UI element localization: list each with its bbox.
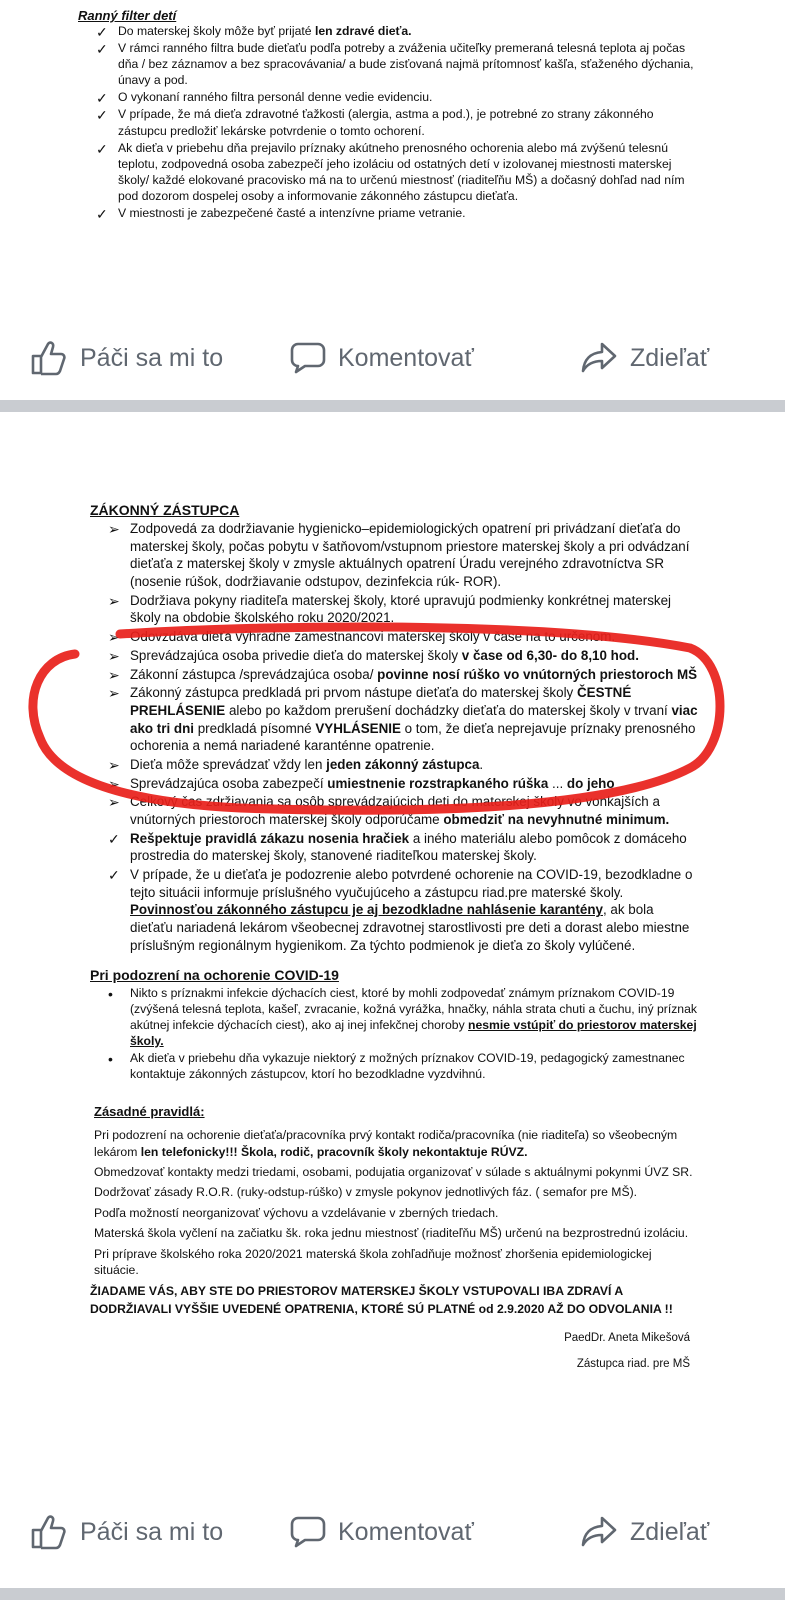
list-item-text: Rešpektuje pravidlá zákazu nosenia hračiek a iného materiálu alebo pomôcok z domáceho prostredia do materskej školy, stanovené riaditeľkou materskej školy.	[130, 830, 687, 864]
list-item-text: Ak dieťa v priebehu dňa vykazuje niektorý z možných príznakov COVID-19, pedagogický zamestnanec kontaktuje zákonných zástupcov, ktorí ho bezodkladne vyzdvihnú.	[130, 1050, 685, 1081]
list-item-text: V rámci ranného filtra bude dieťaťu podľa potreby a zváženia učiteľky premeraná telesná teplota aj počas dňa / bez záznamov a bez spracovávania/ a bude zisťovaná najmä prítomnosť kašľa, sťaženého dýchania, únavy a pod.	[118, 41, 694, 88]
list-item-text: Sprevádzajúca osoba privedie dieťa do materskej školy v čase od 6,30- do 8,10 hod.	[130, 647, 639, 663]
list-item-text: Ak dieťa v priebehu dňa prejavilo príznaky akútneho prenosného ochorenia alebo má zvýšenú telesnú teplotu, zodpovedná osoba zabezpečí jeho izoláciu od ostatných detí v izolovanej miestnosti materskej školy/ každé elokované pracovisko má na to určenú miestnosť (riaditeľňu MŠ) a dočasný dohľad nad ním pod dozorom dospelej osoby a informovanie zákonného zástupcu dieťaťa.	[118, 140, 685, 203]
bullet-icon: ✓	[96, 41, 108, 58]
rules-list	[90, 1127, 698, 1279]
post2-action-bar	[0, 1490, 785, 1574]
post1-list	[78, 23, 698, 221]
list-item-text: O vykonaní ranného filtra personál denne vedie evidenciu.	[118, 90, 433, 105]
list-item	[90, 793, 698, 828]
list-item	[78, 40, 698, 88]
bullet-icon: •	[108, 1050, 113, 1067]
post1-document-image	[0, 0, 785, 312]
bullet-icon: •	[108, 985, 113, 1002]
rule-paragraph: Pri príprave školského roka 2020/2021 materská škola zohľadňuje možnosť zhoršenia epidemiologickej situácie.	[94, 1246, 652, 1278]
bullet-icon: ➢	[108, 794, 120, 811]
rule-paragraph: Materská škola vyčlení na začiatku šk. roka jednu miestnosť (riaditeľňu MŠ) určenú na bezprostrednú izoláciu.	[94, 1226, 689, 1241]
comment-bubble-icon	[290, 341, 326, 375]
rule-paragraph: Podľa možností neorganizovať výchovu a vzdelávanie v zberných triedach.	[94, 1205, 499, 1220]
like-label: Páči sa mi to	[80, 343, 224, 372]
rule-paragraph: Obmedzovať kontakty medzi triedami, osobami, podujatia organizovať v súlade s aktuálnymi pokynmi ÚVZ SR.	[94, 1165, 693, 1179]
covid-list	[90, 985, 698, 1083]
list-item	[90, 684, 698, 755]
post1-action-bar	[0, 316, 785, 400]
list-item	[78, 106, 698, 138]
like-button-2[interactable]	[30, 1490, 223, 1574]
list-item	[90, 866, 698, 954]
post-separator	[0, 400, 785, 412]
list-item-text: Dodržiava pokyny riaditeľa materskej školy, ktoré upravujú podmienky konkrétnej materskej školy na obdobie školského roku 2020/2021.	[130, 592, 672, 626]
post2-document-image	[0, 418, 785, 1488]
signature-name: PaedDr. Aneta Mikešová	[564, 1332, 690, 1345]
rule-paragraph: Pri podozrení na ochorenie dieťaťa/pracovníka prvý kontakt rodiča/pracovníka (nie riaditeľa) so všeobecným lekárom len telefonicky!!! Škola, rodič, pracovník školy nekontaktuje RÚVZ.	[94, 1128, 678, 1159]
list-item-text: Zákonní zástupca /sprevádzajúca osoba/ povinne nosí rúško vo vnútorných priestoroch MŠ	[130, 666, 698, 682]
thumbs-up-icon	[30, 339, 68, 377]
bullet-icon: ✓	[96, 206, 108, 223]
bullet-icon: ✓	[108, 867, 120, 884]
list-item	[90, 756, 698, 774]
list-item	[78, 140, 698, 204]
share-button[interactable]	[580, 316, 709, 400]
list-item	[90, 520, 698, 591]
comment-label: Komentovať	[338, 343, 474, 372]
comment-button-2[interactable]	[290, 1490, 474, 1574]
list-item	[90, 666, 698, 684]
list-item-text: Zodpovedá za dodržiavanie hygienicko–epidemiologických opatrení pri privádzaní dieťaťa do materskej školy, počas pobytu v šatňovom/vstupnom priestore materskej školy a pri odvádzaní dieťaťa z materskej školy v zmysle aktuálnych opatrení Úradu verejného zdravotníctva SR (nosenie rúšok, dodržiavanie odstupov, dezinfekcia rúk- ROR).	[130, 521, 690, 590]
bullet-icon: ✓	[96, 90, 108, 107]
comment-button[interactable]	[290, 316, 474, 400]
bullet-icon: ✓	[96, 24, 108, 40]
list-item-text: Celkový čas zdržiavania sa osôb sprevádzajúcich deti do materskej školy vo vonkajších a vnútorných priestoroch materskej školy odporúčame obmedziť na nevyhnutné minimum.	[130, 794, 670, 827]
like-label: Páči sa mi to	[80, 1517, 224, 1546]
list-item-text: Dieťa môže sprevádzať vždy len jeden zákonný zástupca.	[130, 756, 484, 772]
list-item-text: Sprevádzajúca osoba zabezpečí umiestnenie rozstrapkaného rúška ... do jeho	[130, 775, 615, 791]
bullet-icon: ✓	[96, 140, 108, 157]
bullet-icon: ➢	[108, 521, 120, 537]
bullet-icon: ✓	[108, 830, 120, 847]
thumbs-up-icon	[30, 1513, 68, 1551]
post2-list	[90, 520, 698, 955]
bottom-separator	[0, 1588, 785, 1600]
post2-section	[90, 502, 698, 1370]
like-button[interactable]	[30, 316, 223, 400]
post1-section	[78, 8, 698, 222]
list-item	[90, 775, 698, 793]
list-item-text: V miestnosti je zabezpečené časté a intenzívne priame vetranie.	[118, 206, 466, 221]
share-arrow-icon	[580, 1515, 618, 1549]
list-item	[90, 985, 698, 1049]
bullet-icon: ✓	[96, 107, 108, 124]
post2-heading: ZÁKONNÝ ZÁSTUPCA	[90, 502, 240, 518]
list-item-text: Zákonný zástupca predkladá pri prvom nástupe dieťaťa do materskej školy ČESTNÉ PREHLÁSENIE alebo po každom prerušení dochádzky dieťaťa do materskej školy v trvaní viac ako tri dni predkladá písomné VYHLÁSENIE o tom, že dieťa neprejavuje príznaky prenosného ochorenia a nemá nariadené karanténne opatrenie.	[130, 685, 698, 754]
list-item-text: Odovzdáva dieťa výhradne zamestnancovi materskej školy v čase na to určenom.	[130, 629, 616, 645]
list-item-text: Do materskej školy môže byť prijaté len zdravé dieťa.	[118, 24, 412, 38]
list-item	[90, 1050, 698, 1082]
share-arrow-icon	[580, 341, 618, 375]
rules-heading: Zásadné pravidlá:	[94, 1104, 205, 1120]
list-item	[78, 89, 698, 105]
bullet-icon: ➢	[108, 629, 120, 646]
covid-heading: Pri podozrení na ochorenie COVID-19	[90, 966, 339, 983]
bullet-icon: ➢	[108, 592, 120, 609]
share-button-2[interactable]	[580, 1490, 709, 1574]
closing-statement: ŽIADAME VÁS, ABY STE DO PRIESTOROV MATERSKEJ ŠKOLY VSTUPOVALI IBA ZDRAVÍ A DODRŽIAVALI VYŠŠIE UVEDENÉ OPATRENIA, KTORÉ SÚ PLATNÉ od 2.9.2020 AŽ DO ODVOLANIA !!	[90, 1283, 673, 1316]
bullet-icon: ➢	[108, 666, 120, 683]
share-label: Zdieľať	[630, 343, 710, 372]
list-item	[90, 592, 698, 627]
comment-bubble-icon	[290, 1515, 326, 1549]
list-item	[78, 23, 698, 39]
bullet-icon: ➢	[108, 775, 120, 792]
list-item-text: V prípade, že u dieťaťa je podozrenie alebo potvrdené ochorenie na COVID-19, bezodkladne o tejto situácii informuje príslušného vyučujúceho a zástupcu riad.pre materské školy. Povinnosťou zákonného zástupcu je aj bezodkladne nahlásenie karantény, ak bola dieťaťu nariadená lekárom všeobecnej zdravotnej starostlivosti pre deti a dorast alebo miestne príslušným regionálnym hygienikom. Za týchto podmienok je dieťa zo školy vylúčené.	[130, 867, 693, 953]
list-item-text: Nikto s príznakmi infekcie dýchacích ciest, ktoré by mohli zodpovedať známym príznakom COVID-19 (zvýšená telesná teplota, kašeľ, zvracanie, kožná vyrážka, hnačky, náhla strata chuti a čuchu, iný príznak akútnej infekcie dýchacích ciest), ako aj inej infekčnej choroby nesmie vstúpiť do priestorov materskej školy.	[130, 985, 697, 1048]
bullet-icon: ➢	[108, 647, 120, 664]
list-item	[78, 205, 698, 221]
post1-heading: Ranný filter detí	[78, 8, 177, 23]
list-item	[90, 647, 698, 665]
signature-role: Zástupca riad. pre MŠ	[576, 1358, 690, 1371]
bullet-icon: ➢	[108, 685, 120, 702]
comment-label: Komentovať	[338, 1517, 474, 1546]
rule-paragraph: Dodržovať zásady R.O.R. (ruky-odstup-rúško) v zmysle pokynov jednotlivých fáz. ( semafor pre MŠ).	[94, 1185, 638, 1200]
bullet-icon: ➢	[108, 756, 120, 773]
list-item-text: V prípade, že má dieťa zdravotné ťažkosti (alergia, astma a pod.), je potrebné zo strany zákonného zástupcu predložiť lekárske potvrdenie o tomto ochorení.	[118, 107, 654, 138]
list-item	[90, 628, 698, 646]
share-label: Zdieľať	[630, 1517, 710, 1546]
list-item	[90, 830, 698, 865]
